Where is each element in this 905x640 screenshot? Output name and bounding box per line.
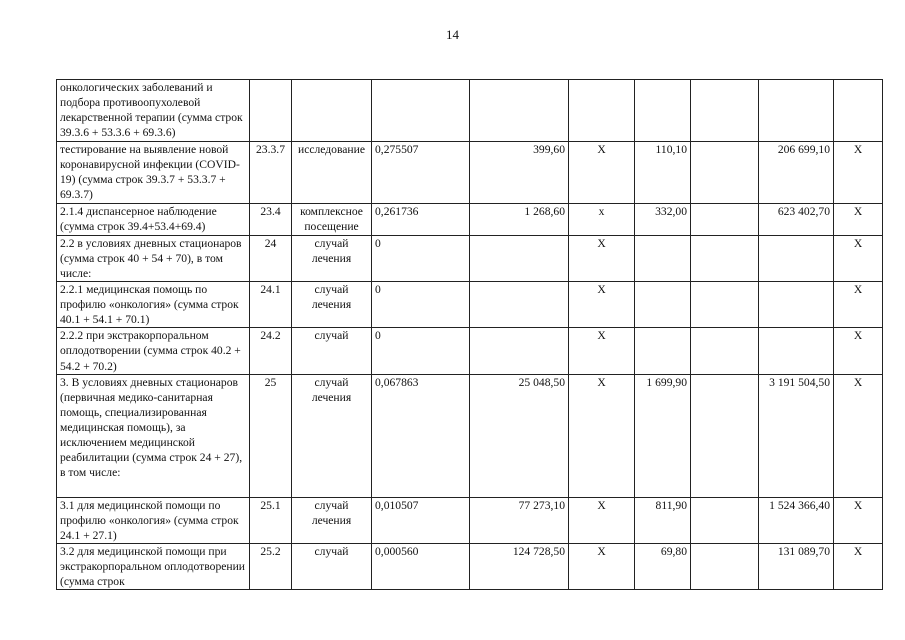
unit-cost: 124 728,50 <box>470 543 569 589</box>
table-row <box>57 204 883 236</box>
row-name: 3. В условиях дневных стационаров (первичная медико-санитарная помощь, специализированная медицинская помощь), за исключением медицинской реабилитации (сумма строк 24 + 27), в том числе: <box>57 374 250 497</box>
mark-cell <box>834 80 883 142</box>
empty-cell <box>691 142 759 204</box>
row-name: онкологических заболеваний и подбора противоопухолевой лекарственной терапии (сумма строк 39.3.6 + 53.3.6 + 69.3.6) <box>57 80 250 142</box>
per-capita-value <box>635 282 691 328</box>
mark-cell: Х <box>569 282 635 328</box>
row-number: 25.1 <box>250 497 292 543</box>
volume-value: 0,275507 <box>372 142 470 204</box>
volume-value: 0 <box>372 282 470 328</box>
per-capita-value <box>635 236 691 282</box>
unit-of-measure: случай лечения <box>292 497 372 543</box>
total-value <box>759 236 834 282</box>
per-capita-value: 811,90 <box>635 497 691 543</box>
unit-of-measure: комплексное посещение <box>292 204 372 236</box>
unit-cost <box>470 80 569 142</box>
mark-cell: Х <box>834 204 883 236</box>
volume-value: 0 <box>372 328 470 374</box>
empty-cell <box>691 80 759 142</box>
empty-cell <box>691 204 759 236</box>
row-number: 23.4 <box>250 204 292 236</box>
unit-cost <box>470 282 569 328</box>
empty-cell <box>691 328 759 374</box>
table-row <box>57 142 883 204</box>
empty-cell <box>691 374 759 497</box>
row-number: 25 <box>250 374 292 497</box>
unit-of-measure: случай <box>292 543 372 589</box>
total-value <box>759 80 834 142</box>
total-value: 131 089,70 <box>759 543 834 589</box>
row-name: 2.2.1 медицинская помощь по профилю «онкология» (сумма строк 40.1 + 54.1 + 70.1) <box>57 282 250 328</box>
per-capita-value: 1 699,90 <box>635 374 691 497</box>
mark-cell: Х <box>569 374 635 497</box>
total-value: 1 524 366,40 <box>759 497 834 543</box>
mark-cell: Х <box>834 142 883 204</box>
table-body <box>57 80 883 590</box>
total-value: 3 191 504,50 <box>759 374 834 497</box>
unit-of-measure: случай <box>292 328 372 374</box>
row-number: 24.1 <box>250 282 292 328</box>
unit-cost <box>470 236 569 282</box>
data-table <box>56 79 883 590</box>
page-number: 14 <box>446 27 459 42</box>
row-number <box>250 80 292 142</box>
per-capita-value: 110,10 <box>635 142 691 204</box>
unit-cost: 25 048,50 <box>470 374 569 497</box>
empty-cell <box>691 497 759 543</box>
mark-cell: х <box>569 204 635 236</box>
volume-value: 0,010507 <box>372 497 470 543</box>
mark-cell: Х <box>834 543 883 589</box>
row-number: 24 <box>250 236 292 282</box>
per-capita-value <box>635 80 691 142</box>
mark-cell: Х <box>834 497 883 543</box>
total-value: 623 402,70 <box>759 204 834 236</box>
unit-cost: 77 273,10 <box>470 497 569 543</box>
mark-cell: Х <box>569 236 635 282</box>
unit-of-measure: случай лечения <box>292 374 372 497</box>
row-name: 3.2 для медицинской помощи при экстракорпоральном оплодотворении (сумма строк <box>57 543 250 589</box>
volume-value: 0,261736 <box>372 204 470 236</box>
mark-cell: Х <box>569 142 635 204</box>
unit-of-measure: исследование <box>292 142 372 204</box>
unit-cost: 399,60 <box>470 142 569 204</box>
table-row <box>57 236 883 282</box>
total-value: 206 699,10 <box>759 142 834 204</box>
mark-cell: Х <box>834 236 883 282</box>
unit-cost: 1 268,60 <box>470 204 569 236</box>
table-row <box>57 543 883 589</box>
table-row <box>57 497 883 543</box>
volume-value: 0 <box>372 236 470 282</box>
row-name: 2.2 в условиях дневных стационаров (сумма строк 40 + 54 + 70), в том числе: <box>57 236 250 282</box>
per-capita-value <box>635 328 691 374</box>
volume-value: 0,000560 <box>372 543 470 589</box>
unit-of-measure <box>292 80 372 142</box>
empty-cell <box>691 236 759 282</box>
row-number: 24.2 <box>250 328 292 374</box>
per-capita-value: 69,80 <box>635 543 691 589</box>
total-value <box>759 282 834 328</box>
mark-cell: Х <box>569 543 635 589</box>
unit-of-measure: случай лечения <box>292 282 372 328</box>
row-name: тестирование на выявление новой коронавирусной инфекции (COVID-19) (сумма строк 39.3.7 + 53.3.7 + 69.3.7) <box>57 142 250 204</box>
mark-cell <box>569 80 635 142</box>
table-row <box>57 374 883 497</box>
volume-value <box>372 80 470 142</box>
row-number: 25.2 <box>250 543 292 589</box>
total-value <box>759 328 834 374</box>
row-name: 3.1 для медицинской помощи по профилю «онкология» (сумма строк 24.1 + 27.1) <box>57 497 250 543</box>
unit-cost <box>470 328 569 374</box>
row-number: 23.3.7 <box>250 142 292 204</box>
volume-value: 0,067863 <box>372 374 470 497</box>
empty-cell <box>691 282 759 328</box>
table-row <box>57 80 883 142</box>
empty-cell <box>691 543 759 589</box>
table-row <box>57 328 883 374</box>
row-name: 2.2.2 при экстракорпоральном оплодотворении (сумма строк 40.2 + 54.2 + 70.2) <box>57 328 250 374</box>
mark-cell: Х <box>834 328 883 374</box>
mark-cell: Х <box>834 282 883 328</box>
per-capita-value: 332,00 <box>635 204 691 236</box>
row-name: 2.1.4 диспансерное наблюдение (сумма строк 39.4+53.4+69.4) <box>57 204 250 236</box>
unit-of-measure: случай лечения <box>292 236 372 282</box>
mark-cell: Х <box>569 328 635 374</box>
mark-cell: Х <box>834 374 883 497</box>
table-row <box>57 282 883 328</box>
mark-cell: Х <box>569 497 635 543</box>
